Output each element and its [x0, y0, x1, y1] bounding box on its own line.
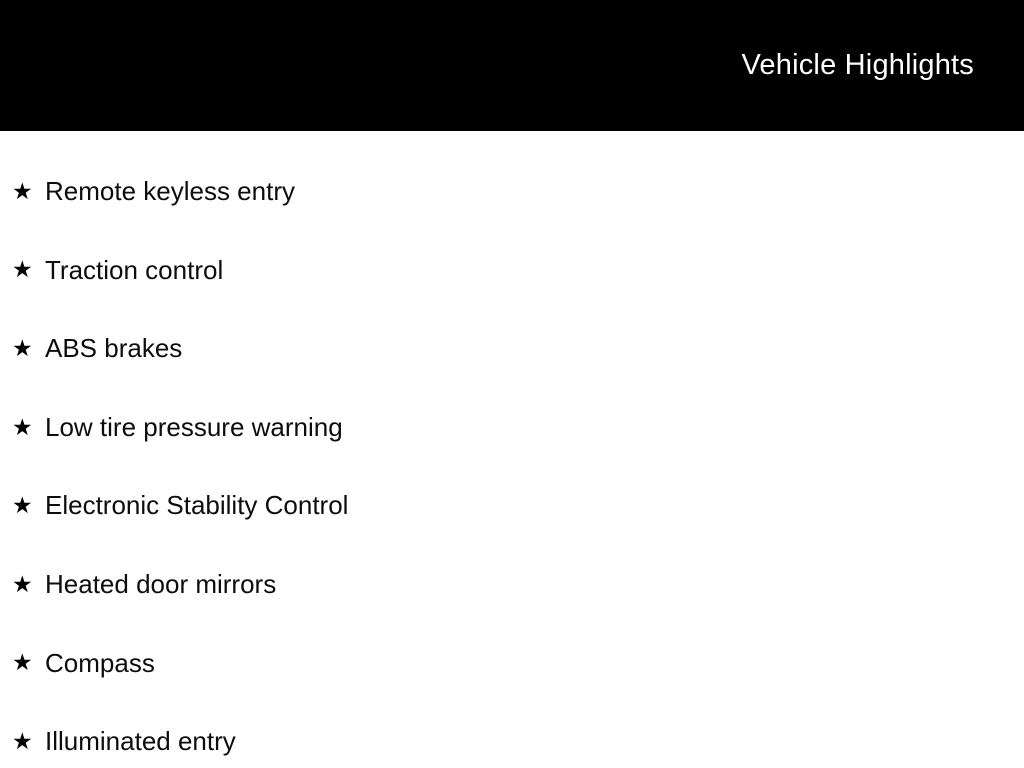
list-item	[0, 309, 1024, 388]
star-icon: ★	[12, 649, 33, 676]
list-item-label: Compass	[45, 647, 155, 678]
list-item	[0, 545, 1024, 624]
list-item	[0, 702, 1024, 768]
list-item	[0, 152, 1024, 231]
page-title: Vehicle Highlights	[741, 49, 974, 81]
list-item	[0, 231, 1024, 310]
list-item-label: Remote keyless entry	[45, 176, 295, 206]
star-icon: ★	[12, 334, 33, 361]
list-item-label: Electronic Stability Control	[45, 490, 349, 521]
list-item-label: Low tire pressure warning	[45, 411, 343, 442]
list-item-label: Traction control	[45, 254, 224, 285]
vehicle-highlights-list	[0, 131, 1024, 768]
list-item-label: Heated door mirrors	[45, 568, 277, 599]
star-icon: ★	[12, 256, 33, 283]
star-icon: ★	[12, 492, 33, 519]
list-item	[0, 466, 1024, 545]
list-item-label: Illuminated entry	[45, 726, 236, 757]
list-item	[0, 388, 1024, 467]
list-item	[0, 624, 1024, 703]
header-bar	[0, 0, 1024, 131]
star-icon: ★	[12, 727, 33, 754]
star-icon: ★	[12, 570, 33, 597]
star-icon: ★	[12, 413, 33, 440]
list-item-label: ABS brakes	[45, 333, 183, 364]
star-icon: ★	[12, 177, 33, 204]
